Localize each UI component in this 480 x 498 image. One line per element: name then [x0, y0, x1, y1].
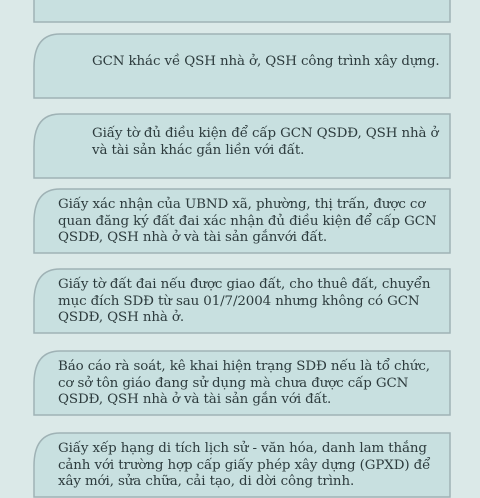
- card-text: Giấy xác nhận của UBND xã, phường, thị trấn, được cơ quan đăng ký đất đai xác nhận đủ điều kiện để cấp GCN QSDĐ, QSH nhà ở và tài sản gắnvới đất.: [58, 197, 437, 245]
- card-text: Báo cáo rà soát, kê khai hiện trạng SDĐ nếu là tổ chức, cơ sở tôn giáo đang sử dụng mà chưa được cấp GCN QSDĐ, QSH nhà ở và tài sản gắn với đất.: [58, 359, 430, 407]
- card-text: Giấy tờ đất đai nếu được giao đất, cho thuê đất, chuyển mục đích SDĐ từ sau 01/7/2004 nhưng không có GCN QSDĐ, QSH nhà ở.: [58, 277, 431, 325]
- document-card-6: [32, 432, 452, 498]
- card-shape: [32, 0, 452, 24]
- document-card-4: [32, 268, 452, 334]
- document-card-2: [32, 113, 452, 179]
- card-text: GCN khác về QSH nhà ở, QSH công trình xây dựng.: [92, 54, 440, 69]
- card-text: Giấy tờ đủ điều kiện để cấp GCN QSDĐ, QSH nhà ở và tài sản khác gắn liền với đất.: [92, 126, 439, 158]
- document-card-0: [32, 0, 452, 24]
- document-card-1: [32, 33, 452, 99]
- card-text: Giấy xếp hạng di tích lịch sử - văn hóa, danh lam thắng cảnh với trường hợp cấp giấy phép xây dựng (GPXD) để xây mới, sửa chữa, cải tạo, di dời công trình.: [58, 441, 431, 489]
- document-card-5: [32, 350, 452, 416]
- document-card-3: [32, 188, 452, 254]
